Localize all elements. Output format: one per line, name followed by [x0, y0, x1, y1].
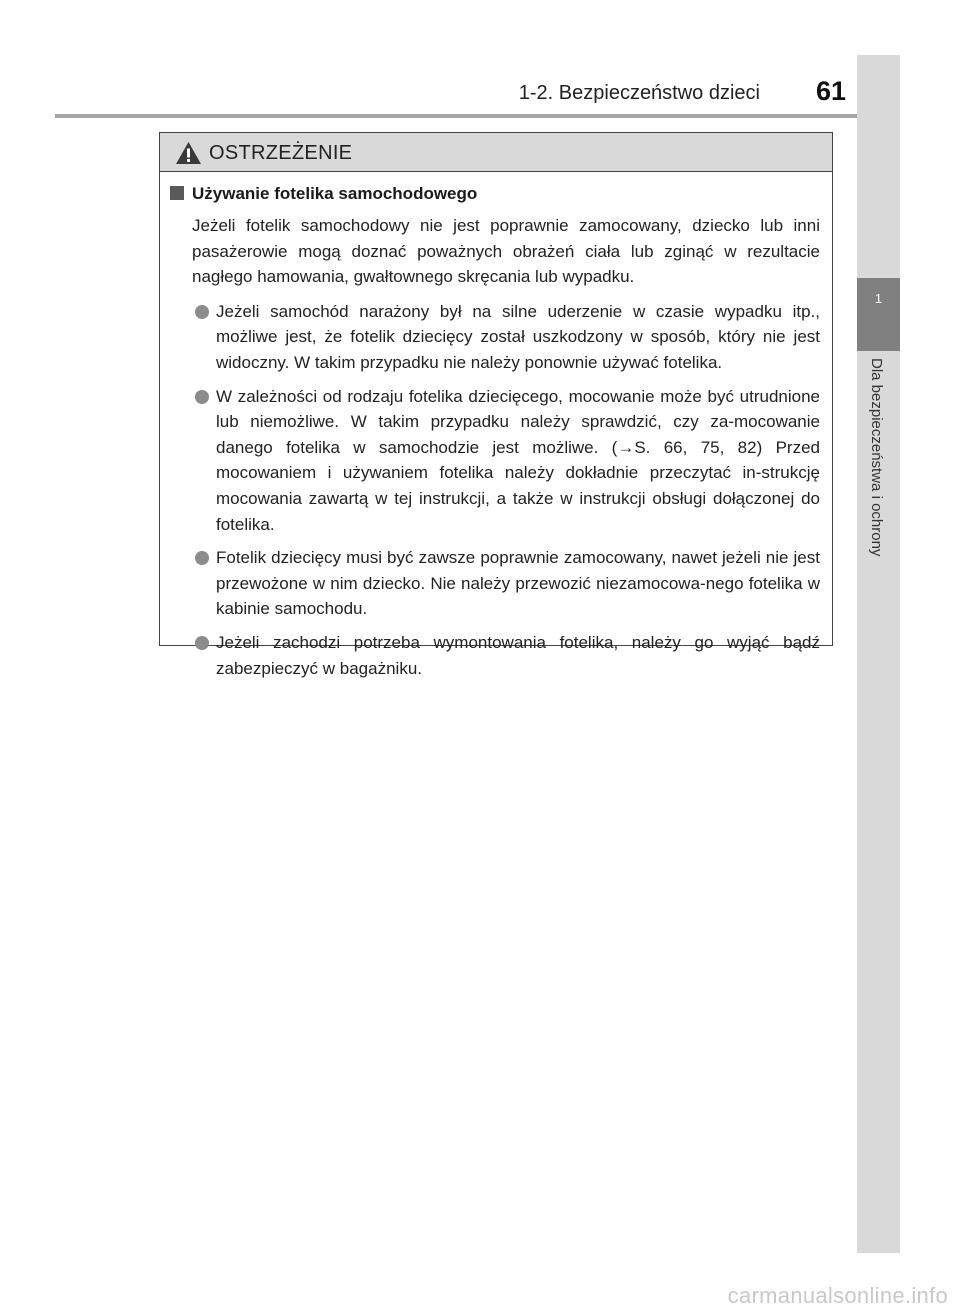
section-title: 1-2. Bezpieczeństwo dzieci: [518, 82, 760, 104]
section-heading-text: Używanie fotelika samochodowego: [192, 184, 478, 203]
chapter-number: 1: [874, 291, 883, 306]
warning-box: [159, 132, 833, 678]
chapter-label: Dla bezpieczeństwa i ochrony: [868, 358, 885, 557]
warning-bullet-list: [168, 299, 820, 681]
warning-intro: Jeżeli fotelik samochodowy nie jest poprawnie zamocowany, dziecko lub inni pasażerowie mogą doznać poważnych obrażeń ciała lub zginąć w rezultacie nagłego hamowania, gwałtownego skręcania lub wypadku.: [192, 216, 820, 287]
warning-section: [168, 183, 820, 689]
bullet-dot-icon: [195, 551, 209, 565]
warning-bullet-item: [168, 384, 820, 538]
warning-triangle-icon: [175, 141, 202, 165]
bullet-text: Fotelik dziecięcy musi być zawsze poprawnie zamocowany, nawet jeżeli nie jest przewożone w nim dziecko. Nie należy przewozić niezamocowa-nego fotelika w kabinie samochodu.: [216, 548, 820, 619]
bullet-text: Jeżeli zachodzi potrzeba wymontowania fotelika, należy go wyjąć bądź zabezpieczyć w bagażniku.: [216, 632, 820, 678]
warning-bullet-item: [168, 630, 820, 681]
bullet-dot-icon: [195, 636, 209, 650]
warning-title: OSTRZEŻENIE: [209, 142, 353, 164]
watermark[interactable]: carmanualsonline.info: [727, 1283, 948, 1308]
chapter-side-tab: [857, 55, 900, 1253]
warning-bullet-item: [168, 299, 820, 376]
section-heading: [168, 183, 820, 205]
warning-header: [160, 133, 832, 172]
bullet-text: Jeżeli samochód narażony był na silne uderzenie w czasie wypadku itp., możliwe jest, że fotelik dziecięcy został uszkodzony w sposób, który nie jest widoczny. W takim przypadku nie należy ponownie używać fotelika.: [216, 301, 820, 372]
page-number: 61: [815, 76, 846, 106]
square-bullet-icon: [170, 186, 184, 200]
chapter-tab-active-marker[interactable]: [857, 278, 900, 351]
warning-bullet-item: [168, 545, 820, 622]
bullet-dot-icon: [195, 390, 209, 404]
header-divider: [55, 114, 900, 118]
bullet-dot-icon: [195, 305, 209, 319]
bullet-text: W zależności od rodzaju fotelika dziecięcego, mocowanie może być utrudnione lub niemożliwe. W takim przypadku należy sprawdzić, czy za-mocowanie danego fotelika w samochodzie jest możliwe. (→S. 66, 75, 82) Przed mocowaniem i używaniem fotelika należy dokładnie przeczytać in-strukcję mocowania zawartą w tej instrukcji, a także w instrukcji obsługi dołączonej do fotelika.: [216, 386, 820, 534]
